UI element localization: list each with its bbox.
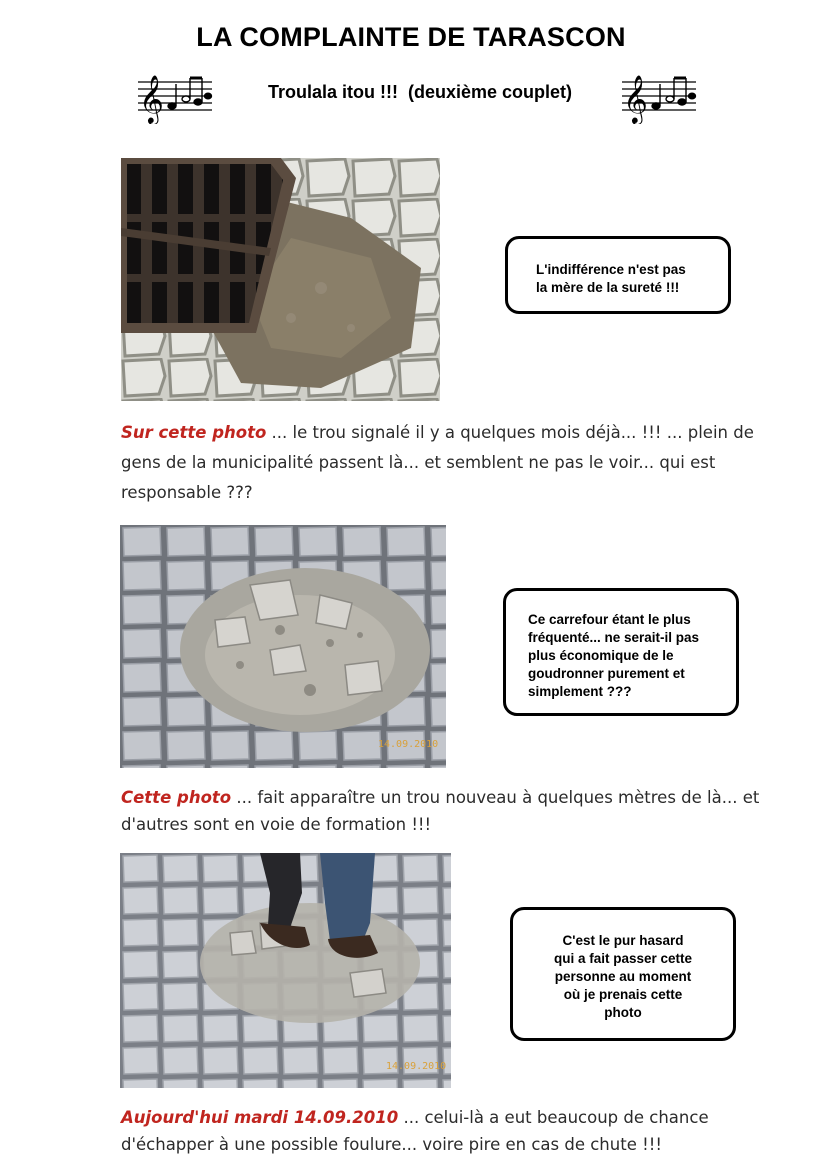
photo-caption <box>121 784 786 838</box>
photo-cobblestone-hole <box>120 525 446 768</box>
photo-caption <box>121 1104 786 1158</box>
bubble-line: la mère de la sureté !!! <box>536 280 680 295</box>
bubble-line: personne au moment <box>554 969 692 984</box>
caption-lead: Aujourd'hui mardi 14.09.2010 <box>121 1108 399 1127</box>
photo-person-walking <box>120 853 451 1088</box>
svg-text:𝄞: 𝄞 <box>139 74 164 123</box>
caption-lead: Sur cette photo <box>121 423 267 442</box>
bubble-line: fréquenté... ne serait-il pas <box>528 630 700 645</box>
caption-text: ... fait apparaître un trou nouveau à quelques mètres de là... et d'autres sont en voie de formation !!! <box>121 788 760 834</box>
photo-date-stamp: 14.09.2010 <box>378 739 439 750</box>
bubble-line: qui a fait passer cette <box>553 951 693 966</box>
bubble-line: Ce carrefour étant le plus <box>528 612 691 627</box>
photo-date-stamp: 14.09.2010 <box>386 1061 447 1072</box>
subtitle: Troulala itou !!! (deuxième couplet) <box>267 82 573 102</box>
bubble-line: simplement ??? <box>528 684 632 699</box>
bubble-line: L'indifférence n'est pas <box>536 262 686 277</box>
caption-text: ... celui-là a eut beaucoup de chance d'échapper à une possible foulure... voire pire en cas de chute !!! <box>121 1108 709 1154</box>
caption-text: ... le trou signalé il y a quelques mois déjà... !!! ... plein de gens de la municipalité passent là... et semblent ne pas le voir... qui est responsable ??? <box>121 423 754 502</box>
bubble-line: où je prenais cette <box>563 987 683 1002</box>
bubble-line: plus économique de le <box>528 648 674 663</box>
photo-caption <box>121 418 776 508</box>
caption-lead: Cette photo <box>121 788 232 807</box>
svg-text:𝄞: 𝄞 <box>623 74 648 123</box>
photo-drain-grate <box>121 158 440 401</box>
bubble-line: photo <box>604 1005 642 1020</box>
music-staff-icon <box>136 70 214 124</box>
speech-bubble <box>505 236 731 314</box>
bubble-line: goudronner purement et <box>528 666 685 681</box>
speech-bubble <box>510 907 736 1041</box>
bubble-line: C'est le pur hasard <box>562 933 684 948</box>
speech-bubble <box>503 588 739 716</box>
music-staff-icon <box>620 70 698 124</box>
page-title: LA COMPLAINTE DE TARASCON <box>196 22 626 52</box>
